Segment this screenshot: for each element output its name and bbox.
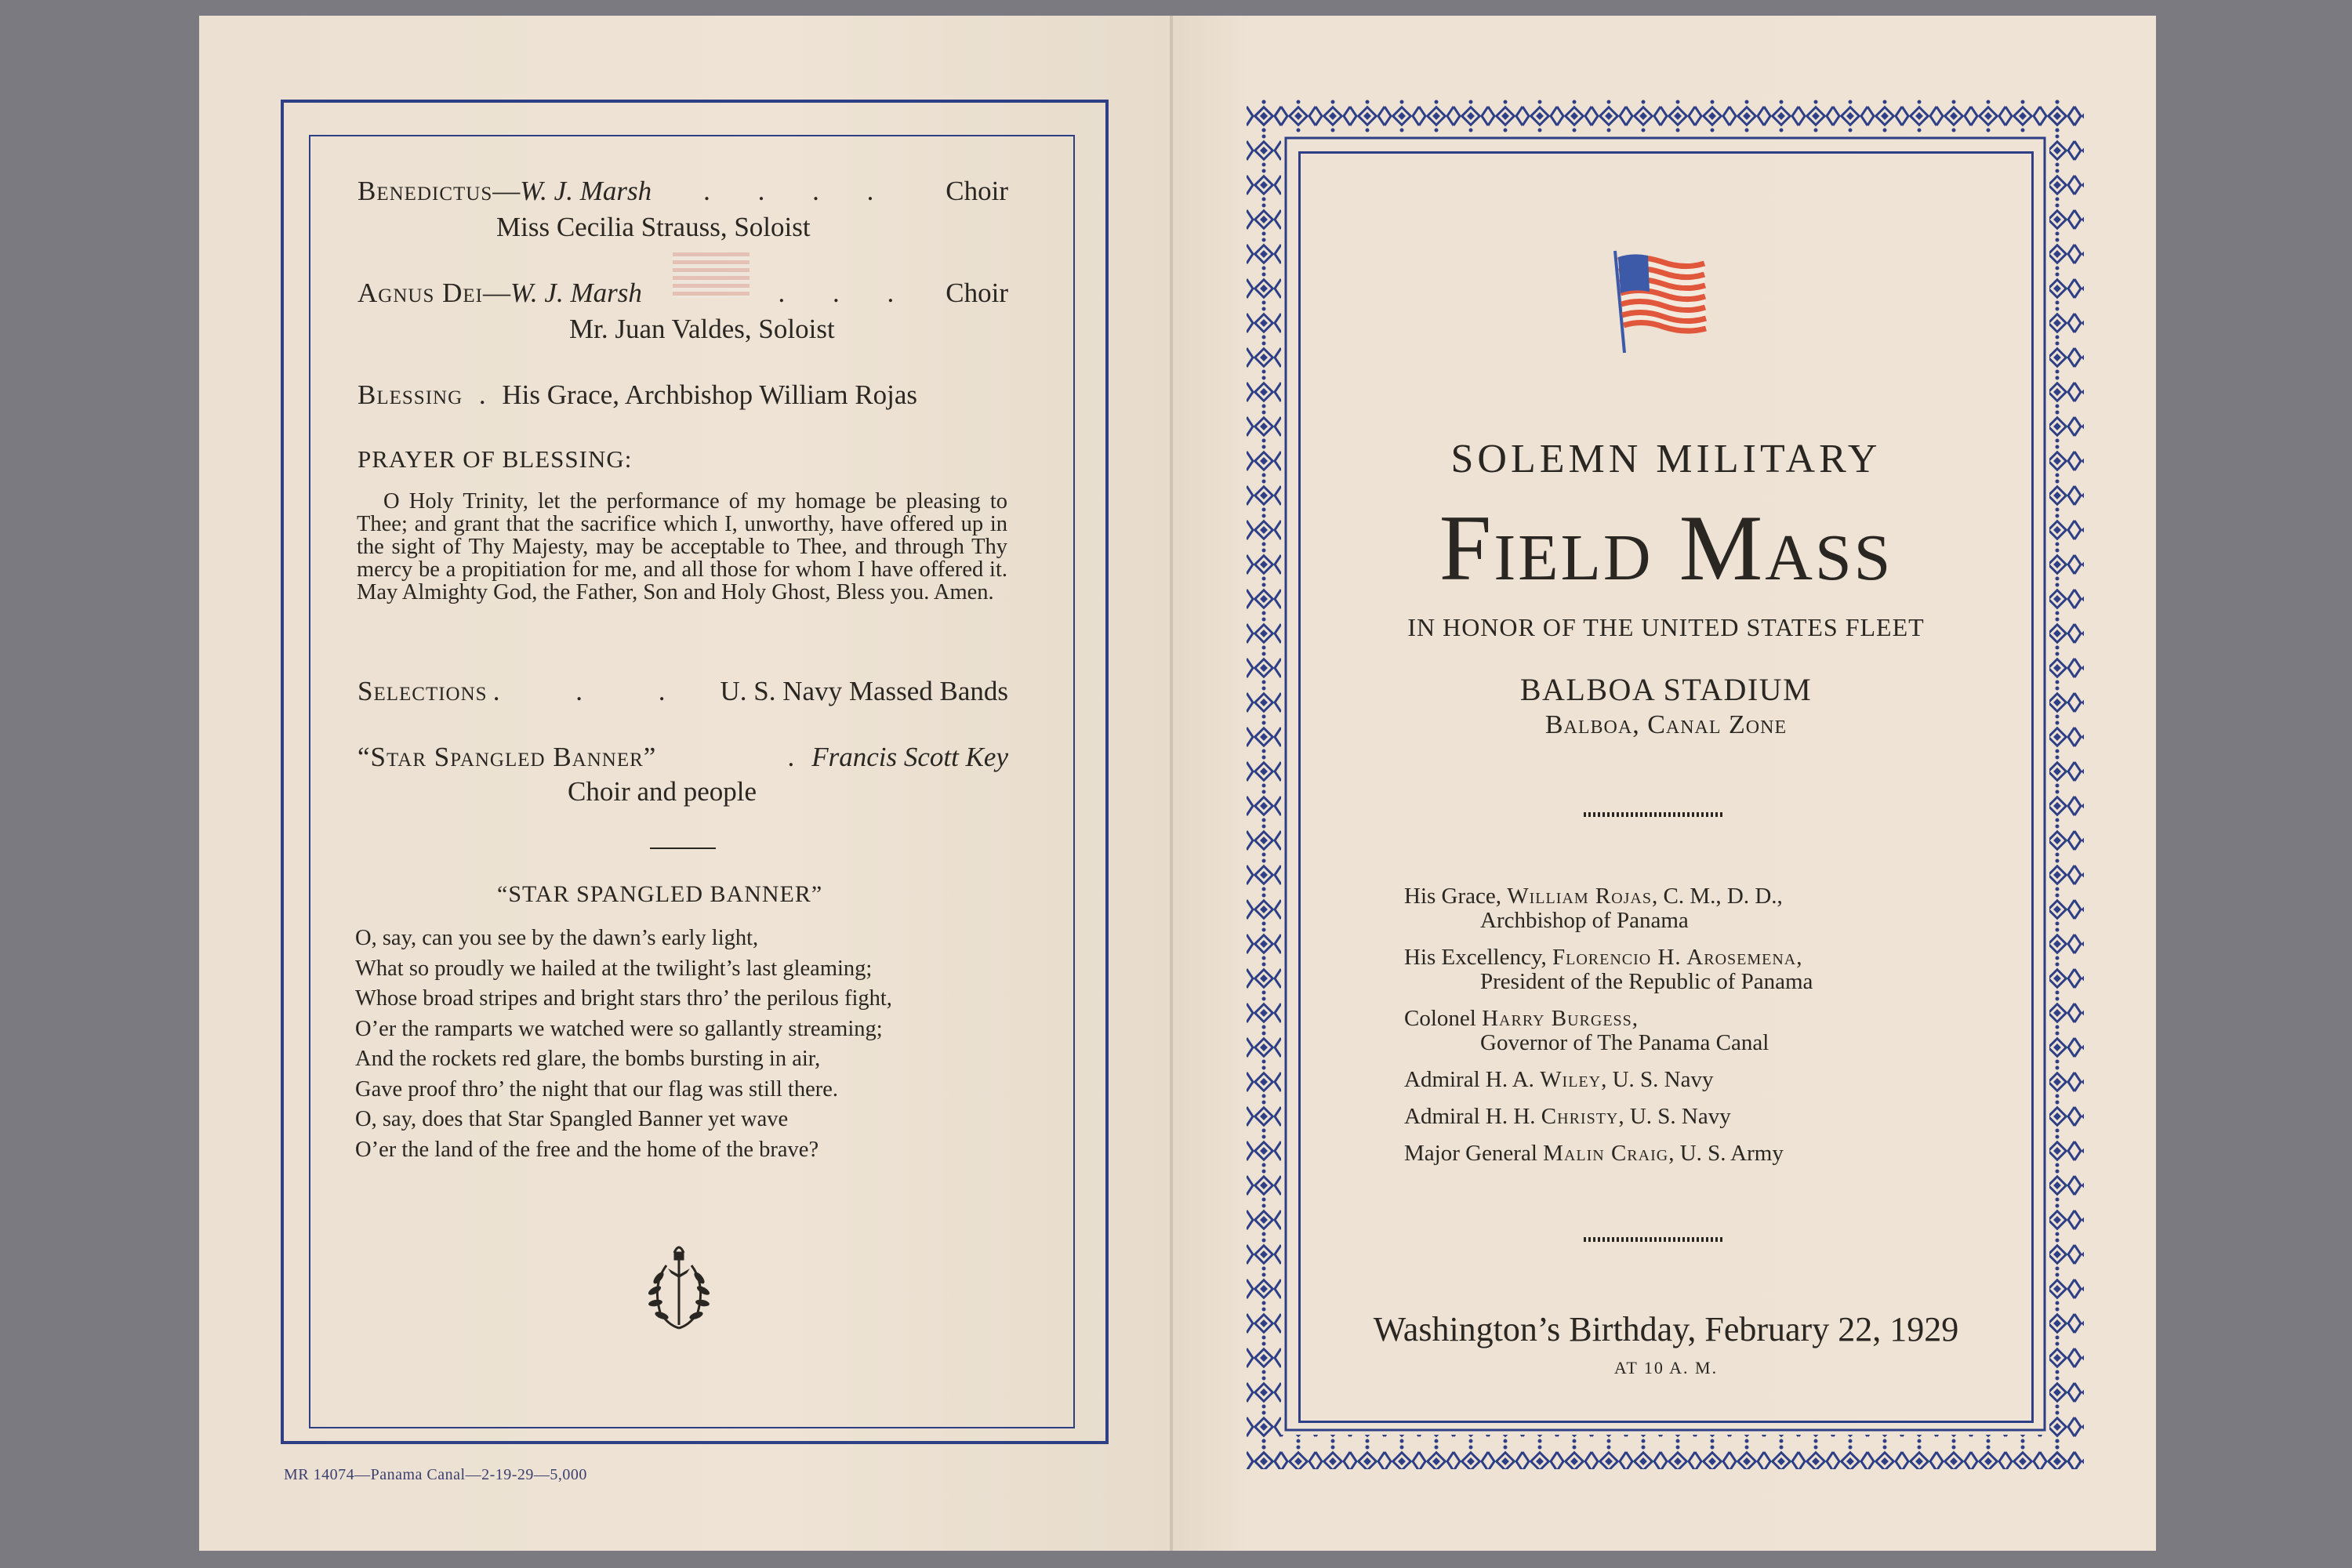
anthem-line: Gave proof thro’ the night that our flag was still there. bbox=[355, 1076, 839, 1102]
prayer-body: O Holy Trinity, let the performance of my homage be pleasing to Thee; and grant that the sacrifice which I, unworthy, have offered up in the sight of Thy Majesty, may be acceptable to Thee, and through Thy mercy be a propitiation for me, and all those for whom I have offered it. May Almighty God, the Father, Son and Holy Ghost, Bless you. Amen. bbox=[357, 489, 1007, 604]
dignitary-prefix: Major General bbox=[1404, 1141, 1544, 1166]
dignitary-name: Christy bbox=[1541, 1104, 1619, 1129]
agnus-dei-dots: . . . bbox=[778, 278, 915, 308]
dignitary-entry bbox=[1404, 946, 1813, 994]
dignitary-entry bbox=[1404, 1068, 1813, 1092]
title-line-1: SOLEMN MILITARY bbox=[1450, 437, 1882, 481]
dignitary-name: William Rojas bbox=[1507, 884, 1653, 909]
anthem-line: O, say, does that Star Spangled Banner yet wave bbox=[355, 1107, 789, 1131]
dignitary-suffix: , C. M., D. D., bbox=[1652, 884, 1783, 909]
dignitary-suffix: , bbox=[1796, 945, 1802, 970]
agnus-dei-title: Agnus Dei bbox=[358, 278, 483, 308]
star-spangled-title: “Star Spangled Banner” bbox=[358, 742, 657, 772]
star-spangled-dots: . bbox=[787, 742, 795, 772]
dignitary-suffix: , U. S. Navy bbox=[1601, 1067, 1714, 1092]
anthem-line: O’er the ramparts we watched were so gallantly streaming; bbox=[355, 1016, 883, 1041]
dignitary-entry bbox=[1404, 1142, 1813, 1166]
dignitary-name: Harry Burgess bbox=[1482, 1006, 1632, 1031]
star-spangled-performer: Choir and people bbox=[568, 776, 757, 807]
anthem-line: And the rockets red glare, the bombs bursting in air, bbox=[355, 1047, 821, 1071]
selections-line bbox=[358, 676, 1008, 707]
dotted-ornament bbox=[1584, 812, 1723, 817]
agnus-dei-performer: Choir bbox=[946, 278, 1008, 308]
event-date: Washington’s Birthday, February 22, 1929 bbox=[1373, 1310, 1959, 1348]
blessing-line bbox=[358, 379, 917, 411]
anthem-heading: “STAR SPANGLED BANNER” bbox=[497, 881, 823, 907]
dignitary-entry bbox=[1404, 1105, 1813, 1129]
benedictus-performer: Choir bbox=[946, 176, 1008, 206]
benedictus-dots: . . . . bbox=[703, 176, 895, 206]
dignitary-prefix: His Grace, bbox=[1404, 884, 1508, 909]
dotted-ornament bbox=[1584, 1237, 1723, 1242]
prayer-heading: PRAYER OF BLESSING: bbox=[358, 445, 633, 473]
dignitary-role: President of the Republic of Panama bbox=[1480, 969, 1813, 994]
blessing-by: His Grace, Archbishop William Rojas bbox=[502, 379, 918, 410]
blessing-title: Blessing bbox=[358, 379, 463, 410]
american-flag-icon bbox=[1607, 248, 1711, 356]
agnus-dei-composer: W. J. Marsh bbox=[510, 278, 642, 308]
dignitary-suffix: , bbox=[1632, 1006, 1639, 1031]
star-spangled-author: Francis Scott Key bbox=[811, 742, 1008, 772]
star-spangled-line bbox=[358, 742, 1008, 773]
dignitary-prefix: Admiral H. H. bbox=[1404, 1104, 1541, 1129]
divider-rule bbox=[650, 848, 716, 849]
anthem-line: O, say, can you see by the dawn’s early light, bbox=[355, 926, 759, 950]
dignitary-prefix: Colonel bbox=[1404, 1006, 1483, 1031]
selections-dots: . . . bbox=[492, 676, 700, 706]
anthem-lyrics bbox=[355, 924, 1029, 1165]
dignitary-name: Wiley bbox=[1540, 1067, 1602, 1092]
anthem-line: O’er the land of the free and the home of the brave? bbox=[355, 1137, 819, 1162]
torch-wreath-emblem-icon bbox=[643, 1237, 715, 1336]
anthem-line: What so proudly we hailed at the twilight’s last gleaming; bbox=[355, 956, 873, 981]
selections-performer: U. S. Navy Massed Bands bbox=[720, 676, 1008, 706]
location: Balboa, Canal Zone bbox=[1544, 710, 1788, 739]
selections-title: Selections bbox=[358, 676, 488, 706]
dignitary-prefix: His Excellency, bbox=[1404, 945, 1552, 970]
benedictus-line: Benedictus — W. J. Marsh . . . . Choir bbox=[358, 176, 1008, 206]
dignitary-entry bbox=[1404, 1007, 1813, 1055]
agnus-dei-line: Agnus Dei — W. J. Marsh . . . Choir bbox=[358, 278, 1008, 308]
benedictus-composer: W. J. Marsh bbox=[520, 176, 652, 206]
title-line-2: Field Mass bbox=[1439, 495, 1893, 600]
dignitary-name: Florencio H. Arosemena bbox=[1552, 945, 1797, 970]
benedictus-soloist: Miss Cecilia Strauss, Soloist bbox=[496, 212, 811, 242]
agnus-dei-soloist: Mr. Juan Valdes, Soloist bbox=[569, 314, 835, 344]
benedictus-title: Benedictus bbox=[358, 176, 493, 206]
dignitary-suffix: , U. S. Army bbox=[1668, 1141, 1784, 1166]
dignitary-role: Archbishop of Panama bbox=[1480, 908, 1689, 933]
venue: BALBOA STADIUM bbox=[1519, 672, 1813, 707]
printer-mark: MR 14074—Panama Canal—2-19-29—5,000 bbox=[284, 1466, 587, 1483]
prayer-text bbox=[357, 490, 1007, 604]
dignitary-name: Malin Craig bbox=[1543, 1141, 1669, 1166]
dignitary-entry bbox=[1404, 884, 1813, 933]
dignitaries-list bbox=[1404, 884, 1813, 1178]
dignitary-prefix: Admiral H. A. bbox=[1404, 1067, 1541, 1092]
honor-line: IN HONOR OF THE UNITED STATES FLEET bbox=[1407, 613, 1925, 641]
anthem-line: Whose broad stripes and bright stars thro’ the perilous fight, bbox=[355, 986, 892, 1011]
dignitary-suffix: , U. S. Navy bbox=[1618, 1104, 1731, 1129]
blessing-dots: . bbox=[478, 379, 486, 410]
event-time: AT 10 A. M. bbox=[1613, 1358, 1719, 1377]
page-fold bbox=[1170, 16, 1173, 1551]
dignitary-role: Governor of The Panama Canal bbox=[1480, 1030, 1769, 1055]
